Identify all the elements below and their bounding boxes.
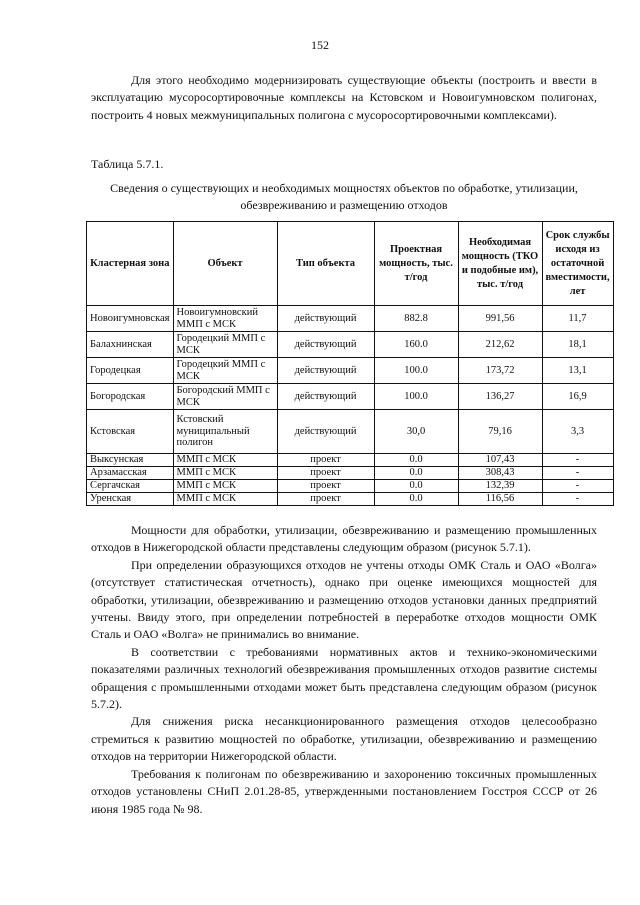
cell-required-capacity: 116,56: [458, 493, 542, 506]
cell-required-capacity: 308,43: [458, 467, 542, 480]
cell-service-life: -: [542, 454, 613, 467]
cell-object: Кстовский муниципальный полигон: [173, 410, 277, 454]
cell-type: действующий: [277, 384, 374, 410]
page-number: 152: [311, 38, 329, 52]
cell-design-capacity: 0.0: [374, 480, 458, 493]
cell-zone: Городецкая: [87, 358, 174, 384]
cell-service-life: 18,1: [542, 332, 613, 358]
table-row: [87, 384, 614, 410]
cell-required-capacity: 107,43: [458, 454, 542, 467]
cell-zone: Новоигумновская: [87, 306, 174, 332]
cell-zone: Балахнинская: [87, 332, 174, 358]
table-row: [87, 467, 614, 480]
cell-object: ММП с МСК: [173, 454, 277, 467]
capacity-table: [86, 221, 614, 506]
intro-paragraph: Для этого необходимо модернизировать существующие объекты (построить и ввести в эксплуатацию мусоросортировочные комплексы на Кстовском и Новоигумновском полигонах, построить 4 новых межмуниципальных полигона с мусоросортировочными комплексами).: [91, 73, 597, 122]
table-row: [87, 480, 614, 493]
cell-object: ММП с МСК: [173, 467, 277, 480]
cell-service-life: 11,7: [542, 306, 613, 332]
paragraph-landfill-requirements: Требования к полигонам по обезвреживанию и захоронению токсичных промышленных отходов установлены СНиП 2.01.28-85, утвержденными постановлением Госстроя СССР от 26 июня 1985 года № 98.: [91, 766, 597, 816]
cell-object: ММП с МСК: [173, 480, 277, 493]
paragraph-system-development: В соответствии с требованиями нормативных актов и технико-экономическими показателями различных технологий обезвреживания промышленных отходов развитие системы обращения с промышленными отходами может быть представлена следующим образом (рисунок 5.7.2).: [91, 644, 597, 712]
table-row: [87, 332, 614, 358]
cell-zone: Выксунская: [87, 454, 174, 467]
cell-service-life: 16,9: [542, 384, 613, 410]
cell-zone: Кстовская: [87, 410, 174, 454]
cell-type: проект: [277, 454, 374, 467]
cell-type: проект: [277, 467, 374, 480]
table-row: [87, 454, 614, 467]
cell-service-life: 3,3: [542, 410, 613, 454]
cell-service-life: -: [542, 467, 613, 480]
table-title: Сведения о существующих и необходимых мощностях объектов по обработке, утилизации, обезвреживанию и размещению отходов: [110, 181, 578, 212]
cell-service-life: -: [542, 493, 613, 506]
cell-required-capacity: 212,62: [458, 332, 542, 358]
header-design-capacity: Проектная мощность, тыс. т/год: [374, 222, 458, 306]
cell-design-capacity: 882.8: [374, 306, 458, 332]
cell-required-capacity: 132,39: [458, 480, 542, 493]
cell-type: действующий: [277, 306, 374, 332]
cell-object: ММП с МСК: [173, 493, 277, 506]
cell-object: Городецкий ММП с МСК: [173, 332, 277, 358]
table-row: [87, 410, 614, 454]
cell-type: проект: [277, 480, 374, 493]
cell-object: Новоигумновский ММП с МСК: [173, 306, 277, 332]
cell-required-capacity: 173,72: [458, 358, 542, 384]
table-row: [87, 493, 614, 506]
cell-type: проект: [277, 493, 374, 506]
paragraph-capacities: Мощности для обработки, утилизации, обезвреживанию и размещению промышленных отходов в Нижегородской области представлены следующим образом (рисунок 5.7.1).: [91, 523, 597, 555]
header-cluster-zone: Кластерная зона: [87, 222, 174, 306]
table-header-row: [87, 222, 614, 306]
cell-zone: Сергачская: [87, 480, 174, 493]
header-required-capacity: Необходимая мощность (ТКО и подобные им), тыс. т/год: [458, 222, 542, 306]
cell-design-capacity: 30,0: [374, 410, 458, 454]
table-caption: Таблица 5.7.1.: [91, 157, 164, 171]
cell-design-capacity: 0.0: [374, 454, 458, 467]
cell-zone: Богородская: [87, 384, 174, 410]
header-object: Объект: [173, 222, 277, 306]
header-object-type: Тип объекта: [277, 222, 374, 306]
cell-design-capacity: 100.0: [374, 384, 458, 410]
cell-type: действующий: [277, 358, 374, 384]
body-text: [91, 522, 597, 818]
cell-service-life: -: [542, 480, 613, 493]
cell-zone: Арзамасская: [87, 467, 174, 480]
cell-service-life: 13,1: [542, 358, 613, 384]
cell-object: Городецкий ММП с МСК: [173, 358, 277, 384]
cell-type: действующий: [277, 332, 374, 358]
cell-required-capacity: 79,16: [458, 410, 542, 454]
table-row: [87, 306, 614, 332]
paragraph-risk-reduction: Для снижения риска несанкционированного размещения отходов целесообразно стремиться к развитию мощностей по обработке, утилизации, обезвреживанию и размещению отходов на территории Нижегородской области.: [91, 714, 597, 764]
cell-object: Богородский ММП с МСК: [173, 384, 277, 410]
cell-type: действующий: [277, 410, 374, 454]
cell-design-capacity: 100.0: [374, 358, 458, 384]
header-service-life: Срок службы исходя из остаточной вместимости, лет: [542, 222, 613, 306]
cell-design-capacity: 0.0: [374, 493, 458, 506]
cell-design-capacity: 160.0: [374, 332, 458, 358]
cell-design-capacity: 0.0: [374, 467, 458, 480]
cell-required-capacity: 991,56: [458, 306, 542, 332]
cell-zone: Уренская: [87, 493, 174, 506]
table-row: [87, 358, 614, 384]
cell-required-capacity: 136,27: [458, 384, 542, 410]
paragraph-waste-accounting: При определении образующихся отходов не учтены отходы ОМК Сталь и ОАО «Волга» (отсутствует статистическая отчетность), однако при оценке имеющихся мощностей для обработки, утилизации, обезвреживанию и размещению отходов установки данных предприятий учтены. Ввиду этого, при определении потребностей в переработке отходов мощности ОМК Сталь и ОАО «Волга» не принимались во внимание.: [91, 557, 597, 642]
